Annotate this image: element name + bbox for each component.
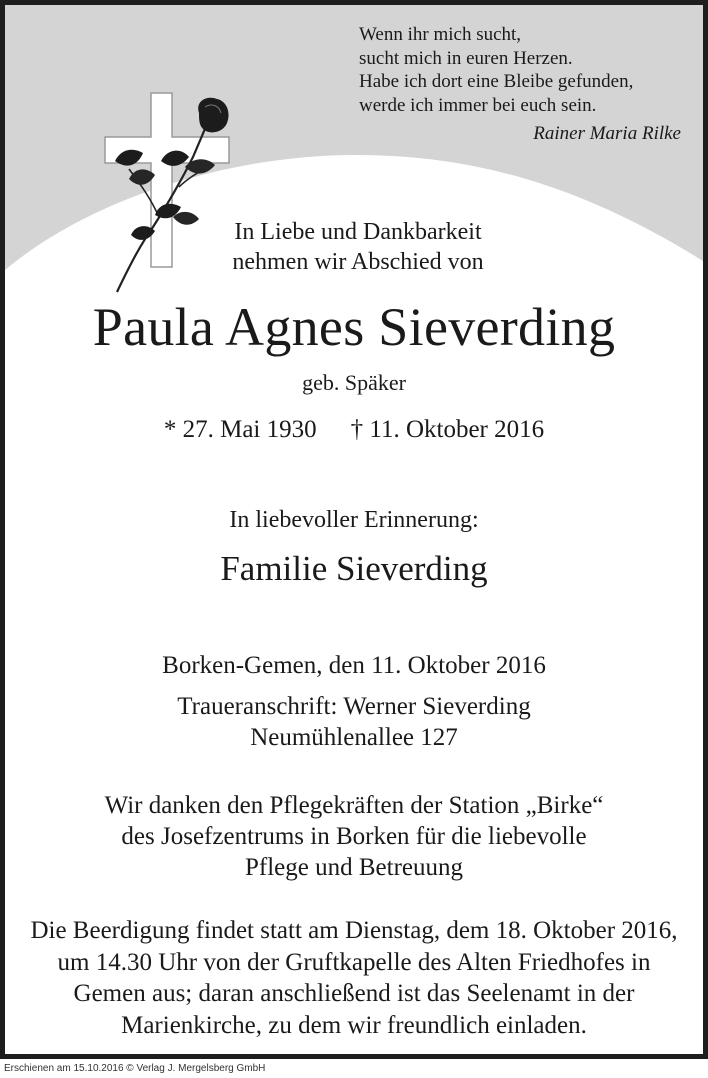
address-line: Neumühlenallee 127 (250, 724, 458, 751)
thanks-line: Pflege und Betreuung (244, 854, 463, 881)
deceased-name: Paula Agnes Sieverding (92, 297, 616, 357)
funeral-line: Gemen aus; daran anschließend ist das Seelenamt in der (73, 980, 635, 1007)
intro-line: nehmen wir Abschied von (232, 249, 484, 275)
quote-line: Wenn ihr mich sucht, (359, 24, 522, 45)
thanks-text (5, 790, 703, 883)
mourning-address (5, 691, 703, 753)
death-date: † 11. Oktober 2016 (350, 416, 545, 443)
rilke-quote (359, 23, 689, 146)
quote-line: sucht mich in euren Herzen. (359, 47, 573, 69)
quote-line: Habe ich dort eine Bleibe gefunden, (359, 71, 634, 92)
address-line: Traueranschrift: Werner Sieverding (177, 693, 531, 720)
birth-date: * 27. Mai 1930 (163, 416, 317, 443)
place-date: Borken-Gemen, den 11. Oktober 2016 (162, 652, 546, 679)
family-name: Familie Sieverding (220, 549, 488, 588)
publication-footer: Erschienen am 15.10.2016 © Verlag J. Mergelsberg GmbH (4, 1063, 266, 1074)
funeral-line: Marienkirche, zu dem wir freundlich einladen. (121, 1011, 587, 1039)
funeral-info (5, 915, 703, 1041)
thanks-line: des Josefzentrums in Borken für die liebevolle (121, 823, 587, 850)
funeral-line: um 14.30 Uhr von der Gruftkapelle des Alten Friedhofes in (57, 948, 651, 976)
intro-text (9, 217, 707, 277)
birth-name: geb. Späker (302, 370, 406, 395)
intro-line: In Liebe und Dankbarkeit (234, 219, 482, 245)
funeral-line: Die Beerdigung findet statt am Dienstag, dem 18. Oktober 2016, (30, 917, 678, 944)
memory-label: In liebevoller Erinnerung: (229, 507, 479, 533)
quote-author: Rainer Maria Rilke (533, 123, 681, 144)
life-dates (5, 414, 703, 446)
thanks-line: Wir danken den Pflegekräften der Station „Birke“ (104, 792, 604, 819)
quote-line: werde ich immer bei euch sein. (359, 94, 597, 116)
